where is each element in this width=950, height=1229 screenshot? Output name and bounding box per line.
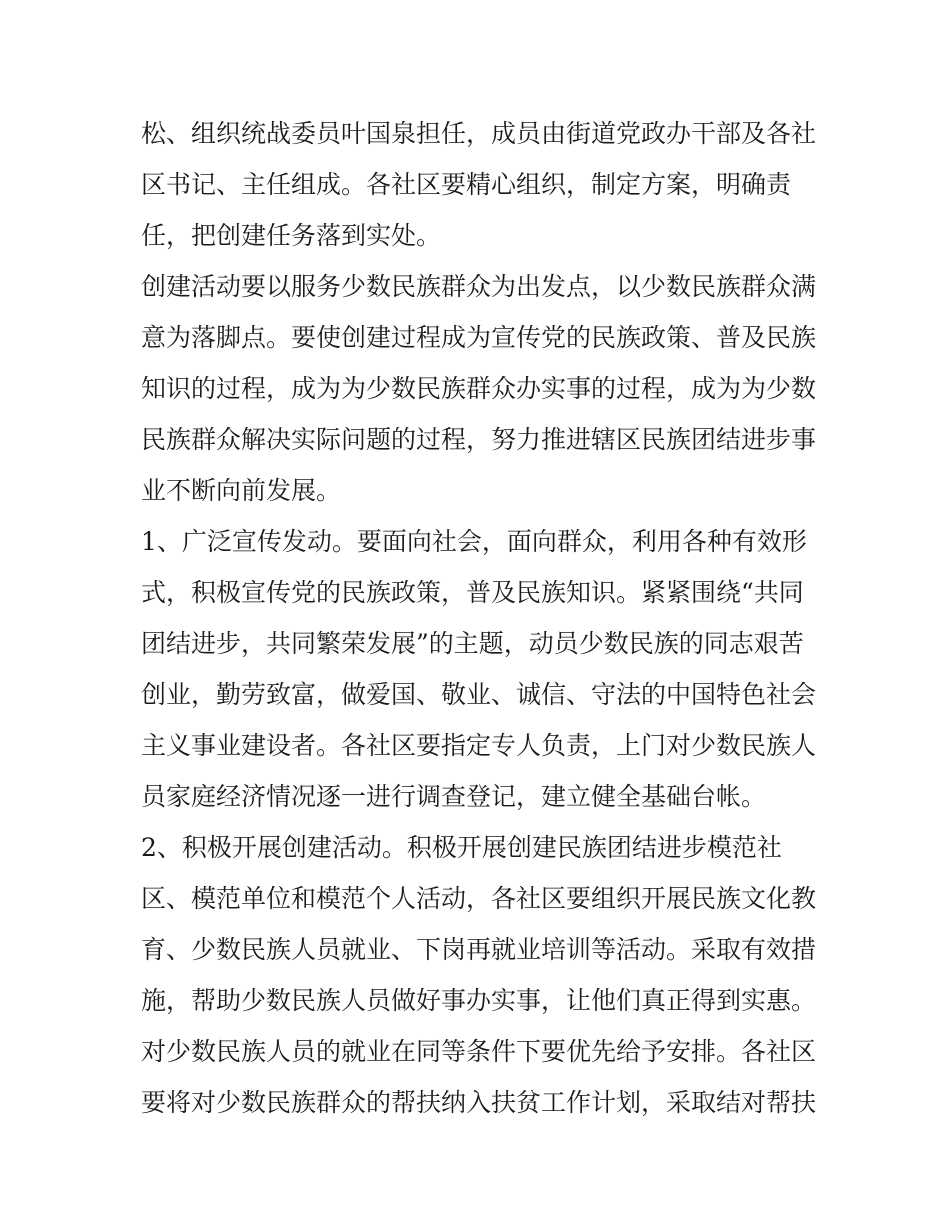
- text-line: 意为落脚点。要使创建过程成为宣传党的民族政策、普及民族: [141, 323, 817, 352]
- text-line: 知识的过程，成为为少数民族群众办实事的过程，成为为少数: [141, 374, 817, 403]
- text-line: 业不断向前发展。: [141, 476, 342, 505]
- text-line: 松、组织统战委员叶国泉担任，成员由街道党政办干部及各社: [141, 119, 817, 148]
- text-line: 创建活动要以服务少数民族群众为出发点，以少数民族群众满: [141, 272, 817, 301]
- text-line: 要将对少数民族群众的帮扶纳入扶贫工作计划，采取结对帮扶: [141, 1088, 817, 1117]
- text-line: 民族群众解决实际问题的过程，努力推进辖区民族团结进步事: [141, 425, 817, 454]
- text-line: 区、模范单位和模范个人活动，各社区要组织开展民族文化教: [141, 884, 817, 913]
- text-line: 员家庭经济情况逐一进行调查登记，建立健全基础台帐。: [141, 782, 767, 811]
- text-line: 主义事业建设者。各社区要指定专人负责，上门对少数民族人: [141, 731, 817, 760]
- text-line: 任，把创建任务落到实处。: [141, 221, 442, 250]
- text-line: 式，积极宣传党的民族政策，普及民族知识。紧紧围绕“共同: [141, 578, 804, 607]
- text-line: 创业，勤劳致富，做爱国、敬业、诚信、守法的中国特色社会: [141, 680, 817, 709]
- text-line: 1、广泛宣传发动。要面向社会，面向群众，利用各种有效形: [141, 527, 807, 556]
- body-text: [141, 108, 817, 1128]
- text-line: 育、少数民族人员就业、下岗再就业培训等活动。采取有效措: [141, 935, 817, 964]
- text-line: 区书记、主任组成。各社区要精心组织，制定方案，明确责: [141, 170, 792, 199]
- text-line: 团结进步，共同繁荣发展”的主题，动员少数民族的同志艰苦: [141, 629, 804, 658]
- text-line: 2、积极开展创建活动。积极开展创建民族团结进步模范社: [141, 833, 782, 862]
- text-line: 施，帮助少数民族人员做好事办实事，让他们真正得到实惠。: [141, 986, 817, 1015]
- text-line: 对少数民族人员的就业在同等条件下要优先给予安排。各社区: [141, 1037, 817, 1066]
